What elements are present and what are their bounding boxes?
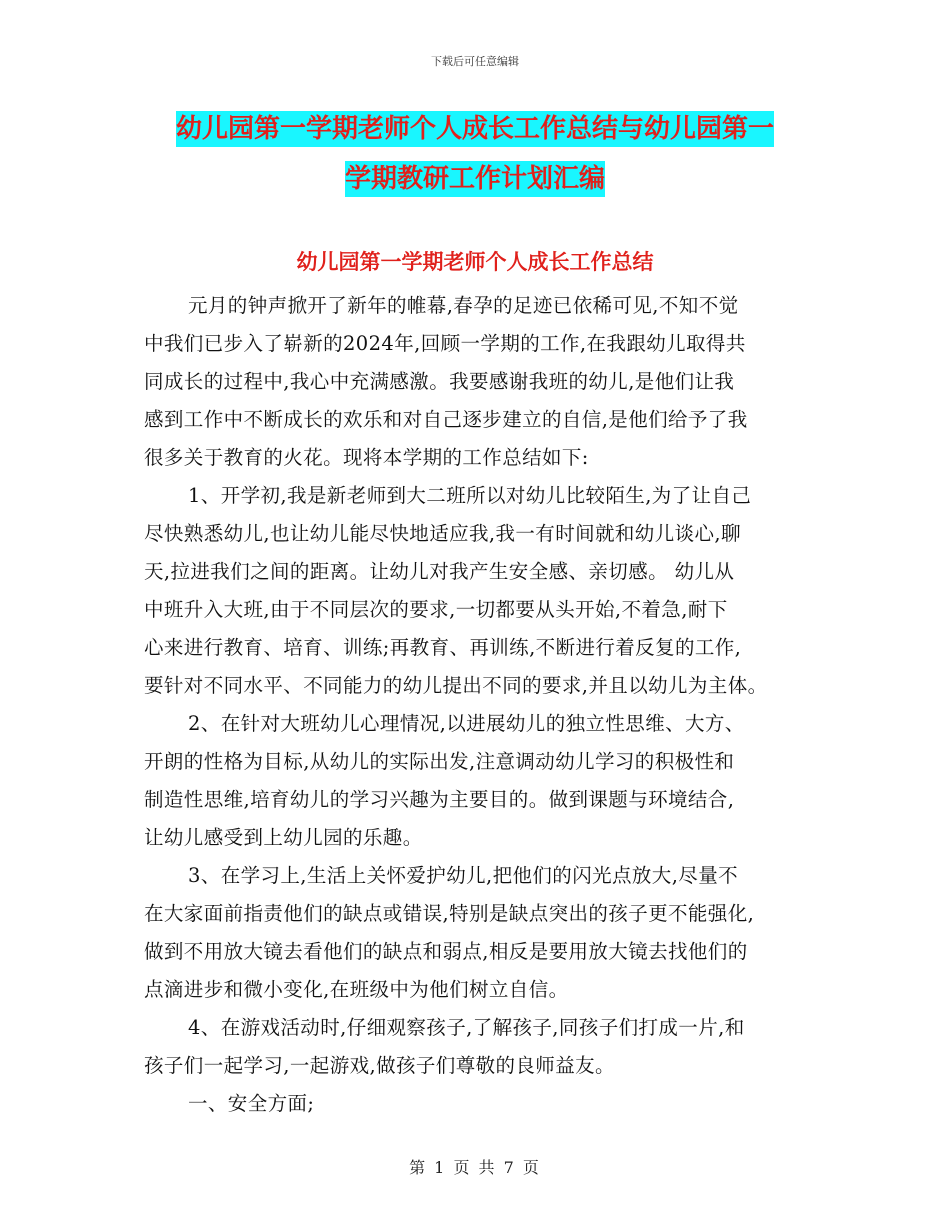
body-line: 点滴进步和微小变化,在班级中为他们树立自信。 (144, 978, 569, 1001)
body-line: 同成长的过程中,我心中充满感激。我要感谢我班的幼儿,是他们让我 (144, 370, 735, 393)
body-line: 做到不用放大镜去看他们的缺点和弱点,相反是要用放大镜去找他们的 (144, 940, 748, 963)
body-line: 制造性思维,培育幼儿的学习兴趣为主要目的。做到课题与环境结合, (144, 788, 735, 811)
header-note: 下载后可任意编辑 (431, 55, 519, 68)
body-line: 4、在游戏活动时,仔细观察孩子,了解孩子,同孩子们打成一片,和 (188, 1016, 745, 1039)
body-line: 元月的钟声掀开了新年的帷幕,春孕的足迹已依稀可见,不知不觉 (188, 294, 739, 317)
body-line: 中班升入大班,由于不同层次的要求,一切都要从头开始,不着急,耐下 (144, 598, 728, 621)
body-line: 3、在学习上,生活上关怀爱护幼儿,把他们的闪光点放大,尽量不 (188, 864, 739, 887)
body-line: 一、安全方面; (188, 1092, 315, 1115)
page-number-footer: 第 1 页 共 7 页 (409, 1158, 541, 1177)
body-line: 2、在针对大班幼儿心理情况,以进展幼儿的独立性思维、大方、 (188, 712, 745, 735)
body-line: 1、开学初,我是新老师到大二班所以对幼儿比较陌生,为了让自己 (188, 484, 752, 507)
body-line: 在大家面前指责他们的缺点或错误,特别是缺点突出的孩子更不能强化, (144, 902, 755, 925)
document-title-line-2: 学期教研工作计划汇编 (345, 161, 605, 197)
document-title-line-1: 幼儿园第一学期老师个人成长工作总结与幼儿园第一 (176, 111, 774, 147)
document-title (140, 104, 810, 204)
body-line: 中我们已步入了崭新的2024年,回顾一学期的工作,在我跟幼儿取得共 (144, 332, 746, 355)
section-title: 幼儿园第一学期老师个人成长工作总结 (296, 250, 654, 274)
body-line: 要针对不同水平、不同能力的幼儿提出不同的要求,并且以幼儿为主体。 (144, 674, 768, 697)
body-line: 很多关于教育的火花。现将本学期的工作总结如下: (144, 446, 589, 469)
body-line: 开朗的性格为目标,从幼儿的实际出发,注意调动幼儿学习的积极性和 (144, 750, 735, 773)
body-line: 天,拉进我们之间的距离。让幼儿对我产生安全感、亲切感。 幼儿从 (144, 560, 735, 583)
body-line: 孩子们一起学习,一起游戏,做孩子们尊敬的良师益友。 (144, 1054, 615, 1077)
body-line: 尽快熟悉幼儿,也让幼儿能尽快地适应我,我一有时间就和幼儿谈心,聊 (144, 522, 741, 545)
body-line: 让幼儿感受到上幼儿园的乐趣。 (144, 826, 423, 849)
body-line: 感到工作中不断成长的欢乐和对自己逐步建立的自信,是他们给予了我 (144, 408, 748, 431)
body-line: 心来进行教育、培育、训练;再教育、再训练,不断进行着反复的工作, (144, 636, 742, 659)
